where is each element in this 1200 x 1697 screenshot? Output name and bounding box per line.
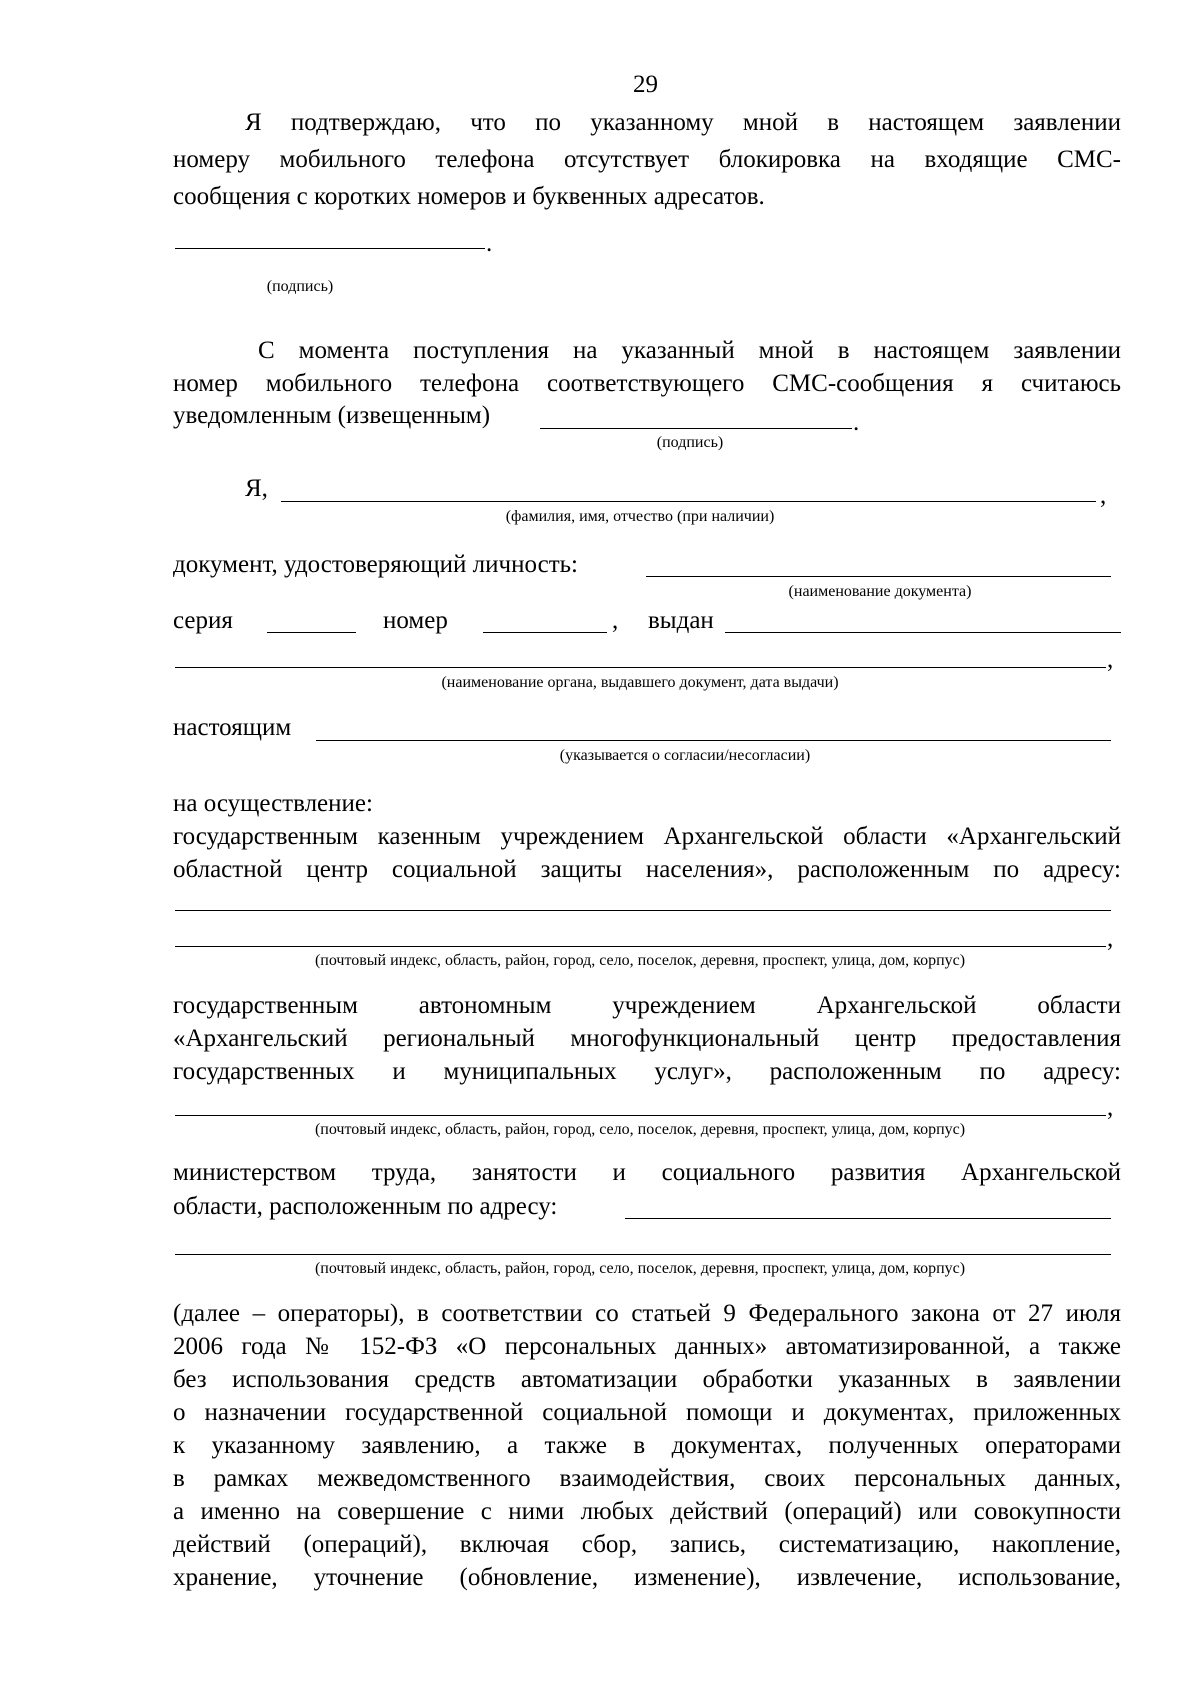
- consent-paragraph-line-3: без использования средств автоматизации обработки указанных в заявлении: [173, 1366, 1121, 1393]
- signature-caption-1: (подпись): [266, 278, 334, 295]
- sms-confirmation-line-1: Я подтверждаю, что по указанному мной в настоящем заявлении: [245, 109, 1121, 136]
- number-field[interactable]: [483, 632, 607, 633]
- consent-paragraph-line-9: хранение, уточнение (обновление, изменение), извлечение, использование,: [173, 1564, 1121, 1591]
- signature-field-1[interactable]: [175, 248, 485, 249]
- org3-address-field-2[interactable]: [175, 1254, 1111, 1255]
- identity-document-caption: (наименование документа): [788, 583, 972, 600]
- fio-field[interactable]: [281, 501, 1096, 502]
- sms-confirmation-line-2: номеру мобильного телефона отсутствует блокировка на входящие СМС-: [173, 146, 1121, 173]
- org1-address-caption: (почтовый индекс, область, район, город, село, поселок, деревня, проспект, улица, дом, корпус): [314, 952, 966, 969]
- issuer-caption: (наименование органа, выдавшего документ, дата выдачи): [441, 674, 839, 691]
- series-field[interactable]: [267, 632, 356, 633]
- issuer-comma: ,: [1107, 646, 1114, 673]
- fio-caption: (фамилия, имя, отчество (при наличии): [505, 508, 775, 525]
- sms-confirmation-line-3: сообщения с коротких номеров и буквенных адресатов.: [173, 183, 765, 210]
- consent-paragraph-line-7: а именно на совершение с ними любых действий (операций) или совокупности: [173, 1498, 1121, 1525]
- implementation-label: на осуществление:: [173, 790, 373, 817]
- notification-line-2: номер мобильного телефона соответствующего СМС-сообщения я считаюсь: [173, 370, 1121, 397]
- identity-document-label: документ, удостоверяющий личность:: [173, 551, 578, 578]
- signature-field-2-period: .: [853, 409, 860, 436]
- signature-field-2[interactable]: [540, 428, 852, 429]
- issuer-field[interactable]: [175, 667, 1106, 668]
- notification-line-1: С момента поступления на указанный мной в настоящем заявлении: [258, 337, 1121, 364]
- fio-comma: ,: [1100, 482, 1107, 509]
- org2-line-3: государственных и муниципальных услуг», расположенным по адресу:: [173, 1058, 1121, 1085]
- org3-line-2: области, расположенным по адресу:: [173, 1193, 558, 1220]
- consent-caption: (указывается о согласии/несогласии): [559, 747, 811, 764]
- org2-address-comma: ,: [1107, 1094, 1114, 1121]
- org3-address-caption: (почтовый индекс, область, район, город, село, поселок, деревня, проспект, улица, дом, корпус): [314, 1260, 966, 1277]
- notification-line-3: уведомленным (извещенным): [173, 402, 491, 429]
- org1-address-field-2[interactable]: [175, 946, 1106, 947]
- number-label: номер: [383, 607, 448, 634]
- org3-address-field-1[interactable]: [625, 1218, 1111, 1219]
- page-number: 29: [633, 71, 658, 98]
- org3-line-1: министерством труда, занятости и социального развития Архангельской: [173, 1159, 1121, 1186]
- org1-line-1: государственным казенным учреждением Архангельской области «Архангельский: [173, 823, 1121, 850]
- consent-paragraph-line-2: 2006 года № 152-ФЗ «О персональных данных» автоматизированной, а также: [173, 1333, 1121, 1360]
- consent-paragraph-line-5: к указанному заявлению, а также в документах, полученных операторами: [173, 1432, 1121, 1459]
- org2-line-2: «Архангельский региональный многофункциональный центр предоставления: [173, 1025, 1121, 1052]
- org2-line-1: государственным автономным учреждением Архангельской области: [173, 992, 1121, 1019]
- signature-field-1-period: .: [486, 230, 493, 257]
- hereby-label: настоящим: [173, 714, 292, 741]
- consent-field[interactable]: [316, 740, 1111, 741]
- consent-paragraph-line-8: действий (операций), включая сбор, запись, систематизацию, накопление,: [173, 1531, 1121, 1558]
- issued-label: выдан: [648, 607, 714, 634]
- consent-paragraph-line-6: в рамках межведомственного взаимодействия, своих персональных данных,: [173, 1465, 1121, 1492]
- number-comma: ,: [612, 607, 619, 634]
- org2-address-field[interactable]: [175, 1115, 1106, 1116]
- consent-paragraph-line-4: о назначении государственной социальной помощи и документах, приложенных: [173, 1399, 1121, 1426]
- org1-line-2: областной центр социальной защиты населения», расположенным по адресу:: [173, 856, 1121, 883]
- signature-caption-2: (подпись): [656, 434, 724, 451]
- org1-address-comma: ,: [1107, 925, 1114, 952]
- series-label: серия: [173, 607, 233, 634]
- identity-document-field[interactable]: [646, 576, 1111, 577]
- issued-field[interactable]: [725, 632, 1121, 633]
- ya-label: Я,: [245, 475, 268, 502]
- org1-address-field-1[interactable]: [175, 910, 1111, 911]
- consent-paragraph-line-1: (далее – операторы), в соответствии со статьей 9 Федерального закона от 27 июля: [173, 1300, 1121, 1327]
- org2-address-caption: (почтовый индекс, область, район, город, село, поселок, деревня, проспект, улица, дом, корпус): [314, 1121, 966, 1138]
